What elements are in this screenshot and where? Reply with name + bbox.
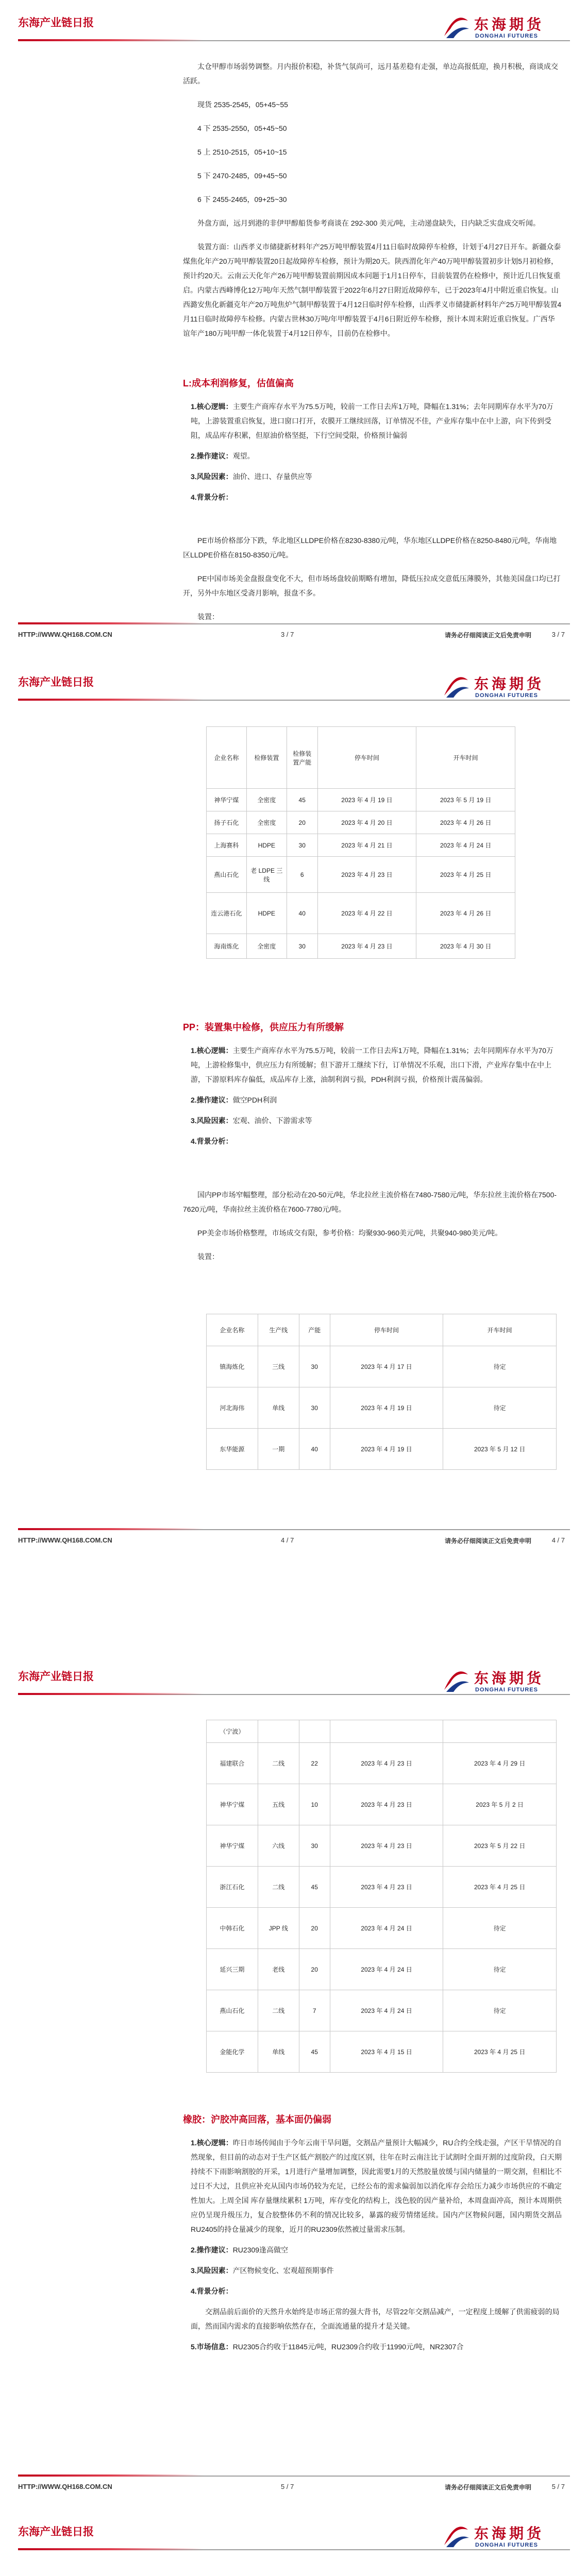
footer-disclaimer: 请务必仔细阅读正文后免责申明 [444, 632, 531, 639]
table-cell: 2023 年 4 月 21 日 [317, 834, 416, 857]
page-6 [0, 2509, 588, 2576]
table-cell: 2023 年 5 月 22 日 [443, 1825, 557, 1867]
table-header-cell: 停车时间 [330, 1314, 443, 1346]
table-row [207, 1720, 557, 1743]
table-cell: 连云港石化 [207, 893, 247, 934]
page-footer [0, 1529, 588, 1560]
table-cell: 全密度 [246, 811, 287, 834]
table-header-cell: 生产线 [258, 1314, 299, 1346]
footer-url[interactable]: HTTP://WWW.QH168.COM.CN [18, 2483, 112, 2490]
page-header [0, 2509, 588, 2566]
paragraph: PE中国市场美金盘报盘变化不大，但市场场盘较前期略有增加，降低压拉成交意低压薄膜外，其他美国盘口均已打开，另外中东地区受斋月影响，报盘不多。 [183, 574, 561, 597]
table-cell: 2023 年 4 月 24 日 [330, 1908, 443, 1949]
table-cell: 2023 年 4 月 26 日 [416, 893, 515, 934]
table-row [207, 1990, 557, 2031]
point-text: 主要生产商库存水平为75.5万吨，较前一工作日去库1万吨，降幅在1.31%；去年同期库存水平为70万吨，上游装置重启恢复，进口窗口打开，农膜开工继续回落，订单情况不佳，产业库存集中在中上游，向下传到受阻，成品库存积累，但原油价格坚挺，下行空间受限，价格预计偏弱 [191, 402, 553, 439]
table-cell: 2023 年 4 月 25 日 [443, 2031, 557, 2073]
point-label: 4.背景分析： [191, 493, 233, 501]
point-label: 3.风险因素： [191, 472, 233, 481]
point-label: 3.风险因素： [191, 1116, 233, 1125]
section-title-rubber: 橡胶：沪胶冲高回落，基本面仍偏弱 [183, 2114, 331, 2125]
table-header-cell: 企业名称 [207, 1314, 258, 1346]
table-cell: 2023 年 4 月 30 日 [416, 934, 515, 959]
table-cell: 福建联合 [207, 1743, 258, 1784]
table-header-cell: 检修装置产能 [287, 727, 317, 789]
rubber-points [191, 2136, 562, 2360]
table-cell: 老 LDPE 三线 [246, 857, 287, 893]
quote-line: 5 下 2470-2485，09+45~50 [197, 172, 287, 180]
pp-maintenance-table-continued [206, 1720, 557, 2073]
table-cell: 6 [287, 857, 317, 893]
page-header [0, 659, 588, 716]
header-divider [18, 40, 570, 41]
logo-emblem-icon [441, 673, 470, 700]
point-text: 昨日市场传闻由于今年云南干旱问题，交割品产量预计大幅减少，RU合约全线走强，产区干旱情况的自然现象，但目前的动态对于生产区低产割胶产的过度区别，往年在时云南注比于试割时全面开割的过度阶段，白天期持续不下雨影响割胶的开采，1月进行产量增加调整，因此需要1月的天然胶量放缓与国内储量的一期交割，但相比不过日不大过，且供应补充从国内市场仍较为充足，已经公布的需求偏弱加以消化库存会给压力减少市场供应的不确定性加大。上周全国 库存量继续累积 1万吨，库存变化的结构上，浅色胶的因产量补给，本周盘面冲高，预计本周期供应仍呈现升级压力，复合胶整体仍不利的情况比较多，暴露的疲劳情绪延续。国内产区物候问题，国内期货交割品RU2405的持仓量减少的现象，近月的RU2309依然被过量需求压制。 [191, 2139, 562, 2233]
table-cell: 2023 年 5 月 19 日 [416, 789, 515, 811]
point-label: 1.核心逻辑： [191, 402, 233, 411]
table-cell: 2023 年 4 月 24 日 [330, 1990, 443, 2031]
point-label: 2.操作建议： [191, 452, 233, 460]
table-cell: 海南炼化 [207, 934, 247, 959]
table-cell: 待定 [443, 1387, 557, 1429]
table-row [207, 934, 515, 959]
point-market [191, 2340, 562, 2354]
table-cell: 神华宁煤 [207, 1784, 258, 1825]
table-cell: 2023 年 4 月 26 日 [416, 811, 515, 834]
table-cell [299, 1720, 330, 1743]
table-cell: 20 [287, 811, 317, 834]
quote-line: 现货 2535-2545，05+45~55 [197, 100, 288, 109]
point-core [191, 1043, 562, 1087]
header-divider [18, 1694, 570, 1695]
table-row [207, 1949, 557, 1990]
paragraph: 外盘方面，远月到港的非伊甲醇船货参考商谈在 292-300 美元/吨，主动递盘缺失，日内缺乏实盘成交听闻。 [197, 219, 541, 227]
table-cell: 2023 年 4 月 23 日 [330, 1743, 443, 1784]
company-logo [441, 671, 560, 702]
table-cell: 东华能源 [207, 1429, 258, 1470]
table-cell: 神华宁煤 [207, 789, 247, 811]
table-cell: 2023 年 4 月 24 日 [416, 834, 515, 857]
table-cell: 2023 年 4 月 15 日 [330, 2031, 443, 2073]
table-cell: 45 [299, 1867, 330, 1908]
table-cell: 待定 [443, 1346, 557, 1387]
table-cell: 30 [287, 834, 317, 857]
report-title: 东海产业链日报 [18, 1671, 94, 1683]
point-bg-text: 交割品前后面价的天然升水始终是市场正常的强大背书，尽管22年交割品减产，一定程度上缓解了供需疲弱的局面，然而国内需求的直接影响依然存在，全面流通量的提升才是关键。 [191, 2308, 560, 2330]
table-cell: 延兴三期 [207, 1949, 258, 1990]
point-label: 3.风险因素： [191, 2266, 233, 2275]
table-cell: 浙江石化 [207, 1867, 258, 1908]
quote-line: 5 上 2510-2515，05+10~15 [197, 148, 287, 156]
table-cell: 7 [299, 1990, 330, 2031]
table-cell: 镇海炼化 [207, 1346, 258, 1387]
table-cell: 一期 [258, 1429, 299, 1470]
logo-subtext: DONGHAI FUTURES [475, 33, 538, 39]
table-row [207, 1743, 557, 1784]
point-label: 1.核心逻辑： [191, 2139, 233, 2147]
point-risk [191, 2263, 562, 2278]
table-cell: 2023 年 4 月 23 日 [330, 1867, 443, 1908]
table-cell: 2023 年 4 月 23 日 [330, 1784, 443, 1825]
page-footer [0, 2476, 588, 2506]
section-title-pp: PP：装置集中检修，供应压力有所缓解 [183, 1022, 344, 1032]
quote-line: 6 下 2455-2465，09+25~30 [197, 195, 287, 204]
table-cell: HDPE [246, 834, 287, 857]
table-row [207, 1429, 557, 1470]
page-number: 4 / 7 [281, 1536, 294, 1544]
table-cell: 30 [299, 1825, 330, 1867]
point-label: 2.操作建议： [191, 2246, 233, 2254]
table-cell: 10 [299, 1784, 330, 1825]
section-title-l: L:成本利润修复，估值偏高 [183, 378, 294, 388]
logo-emblem-icon [441, 1667, 470, 1694]
point-op [191, 2243, 562, 2257]
table-cell: 老线 [258, 1949, 299, 1990]
table-cell: 待定 [443, 1949, 557, 1990]
paragraph: 装置方面：山西孝义市储捷新材料年产25万吨甲醇装置4月11日临时故障停车检修，计划于4月27日开车。新疆众泰煤焦化年产20万吨甲醇装置20日起故障停车检修，预计为期20天。陕西渭化年产40万吨甲醇装置初步计划5月初检修，预计约20天。云南云天化年产26万吨甲醇装置前期因成本问题于1月1日停车，目前装置仍在检修中，预计近几日恢复重启。内蒙古西峰博化12万吨/年天然气制甲醇装置于2022年6月27日附近故障停车，已于2023年4月中附近重启恢复。山西潞安焦化新疆克年产20万吨焦炉气制甲醇装置于4月12日临时停车检修，山西孝义市储捷新材料年产25万吨甲醇装置4月11日临时故障停车检修。内蒙古世林30万吨/年甲醇装置于4月6日附近停车检修，预计本周末附近重启恢复。广西华谊年产180万吨甲醇一体化装置于4月12日停车，目前仍在检修中。 [183, 243, 562, 337]
page-header [0, 1654, 588, 1710]
table-row [207, 789, 515, 811]
point-risk [191, 1113, 562, 1128]
point-text: RU2305合约收于11845元/吨，RU2309合约收于11990元/吨，NR2307合 [232, 2343, 464, 2351]
point-core [191, 2136, 562, 2236]
report-title: 东海产业链日报 [18, 17, 94, 29]
table-cell: 2023 年 4 月 23 日 [330, 1825, 443, 1867]
table-cell: 中韩石化 [207, 1908, 258, 1949]
table-cell: 燕山石化 [207, 1990, 258, 2031]
table-row [207, 2031, 557, 2073]
table-cell: 二线 [258, 1990, 299, 2031]
logo-emblem-icon [441, 13, 470, 40]
table-cell: 二线 [258, 1867, 299, 1908]
point-label: 4.背景分析： [191, 1137, 233, 1145]
device-label: 装置： [197, 1252, 219, 1261]
point-core [191, 399, 562, 443]
paragraph [191, 2573, 569, 2576]
table-cell: 2023 年 4 月 19 日 [317, 789, 416, 811]
page-number-right: 3 / 7 [551, 631, 565, 638]
table-cell: 扬子石化 [207, 811, 247, 834]
table-cell [258, 1720, 299, 1743]
paragraph: 国内PP市场窄幅整理，部分松动在20-50元/吨，华北拉丝主流价格在7480-7580元/吨，华东拉丝主流价格在7500-7620元/吨，华南拉丝主流价格在7600-7780元/吨。 [183, 1191, 557, 1213]
pe-maintenance-table [206, 726, 515, 959]
point-bg [191, 2284, 562, 2298]
quote-line: 4 下 2535-2550，05+45~50 [197, 124, 287, 132]
table-cell: 二线 [258, 1743, 299, 1784]
logo-emblem-icon [441, 2522, 470, 2549]
table-cell: 金能化学 [207, 2031, 258, 2073]
table-cell: 待定 [443, 1990, 557, 2031]
point-op [191, 1093, 562, 1107]
table-cell: 待定 [443, 1908, 557, 1949]
point-text: 宏观、油价、下游需求等 [232, 1116, 312, 1125]
page-number: 3 / 7 [281, 631, 294, 638]
table-row [207, 893, 515, 934]
pp-maintenance-table [206, 1314, 557, 1470]
point-text: 主要生产商库存水平为75.5万吨，较前一工作日去库1万吨，降幅在1.31%；去年同期库存水平为70万吨，上游检修集中，供应压力有所缓解；但下游开工继续下行，订单情况不乐观，出口下滑，产业库存集中在中上游，下游原料库存偏低，成品库存上涨，油制利润亏损，PDH利润亏损，价格预计震荡偏弱。 [191, 1046, 553, 1083]
pp-points [191, 1043, 562, 1155]
table-row [207, 1387, 557, 1429]
header-divider [18, 2549, 570, 2550]
table-cell: 单线 [258, 2031, 299, 2073]
point-text: RU2309逢高做空 [232, 2246, 289, 2254]
table-cell: 30 [299, 1346, 330, 1387]
logo-text: 东海期货 [474, 16, 545, 33]
page-header [0, 0, 588, 57]
table-cell: 2023 年 4 月 23 日 [317, 857, 416, 893]
table-cell: 神华宁煤 [207, 1825, 258, 1867]
header-divider [18, 700, 570, 701]
table-cell: 2023 年 4 月 17 日 [330, 1346, 443, 1387]
pp-background [183, 1188, 562, 1273]
table-cell: 40 [299, 1429, 330, 1470]
table-header-cell: 停车时间 [317, 727, 416, 789]
logo-subtext: DONGHAI FUTURES [475, 692, 538, 699]
point-text: 产区物候变化、宏观超预期事件 [232, 2266, 334, 2275]
table-header-cell: 开车时间 [443, 1314, 557, 1346]
table-cell: 2023 年 4 月 20 日 [317, 811, 416, 834]
report-title: 东海产业链日报 [18, 676, 94, 688]
point-label: 5.市场信息： [191, 2343, 233, 2351]
point-risk [191, 469, 562, 484]
table-cell: 全密度 [246, 934, 287, 959]
table-cell: （宁波） [207, 1720, 258, 1743]
table-cell: 20 [299, 1908, 330, 1949]
point-text: 观望。 [232, 452, 255, 460]
table-cell: 2023 年 4 月 19 日 [330, 1387, 443, 1429]
table-cell: 2023 年 4 月 25 日 [443, 1867, 557, 1908]
table-cell: 五线 [258, 1784, 299, 1825]
methanol-text [183, 59, 562, 350]
point-op [191, 449, 562, 463]
paragraph: PP美金市场价格整理，市场成交有限，参考价格：均聚930-960美元/吨，共聚940-980美元/吨。 [197, 1229, 502, 1237]
company-logo [441, 11, 560, 42]
logo-text: 东海期货 [474, 2525, 545, 2542]
table-cell: 40 [287, 893, 317, 934]
table-cell: 六线 [258, 1825, 299, 1867]
point-label: 2.操作建议： [191, 1096, 233, 1104]
point-bg [191, 490, 562, 504]
company-logo [441, 2520, 560, 2551]
table-header-cell: 检修装置 [246, 727, 287, 789]
page-5 [0, 1654, 588, 2504]
table-row [207, 1825, 557, 1867]
footer-divider [18, 2476, 570, 2477]
table-row [207, 857, 515, 893]
table-cell: 河北海伟 [207, 1387, 258, 1429]
device-label: 装置： [197, 613, 219, 621]
table-cell: 45 [287, 789, 317, 811]
page-footer [0, 623, 588, 654]
table-cell: 上海赛科 [207, 834, 247, 857]
table-cell: 20 [299, 1949, 330, 1990]
table-cell: HDPE [246, 893, 287, 934]
table-cell [443, 1720, 557, 1743]
point-label: 4.背景分析： [191, 2287, 233, 2295]
table-cell: 燕山石化 [207, 857, 247, 893]
table-cell: 45 [299, 2031, 330, 2073]
footer-url[interactable]: HTTP://WWW.QH168.COM.CN [18, 1536, 112, 1544]
footer-disclaimer: 请务必仔细阅读正文后免责申明 [444, 2484, 531, 2491]
table-row [207, 1346, 557, 1387]
table-cell: 2023 年 5 月 2 日 [443, 1784, 557, 1825]
table-cell: 全密度 [246, 789, 287, 811]
table-header-cell: 开车时间 [416, 727, 515, 789]
footer-url[interactable]: HTTP://WWW.QH168.COM.CN [18, 631, 112, 638]
company-logo [441, 1665, 560, 1696]
logo-text: 东海期货 [474, 675, 545, 692]
table-cell: 2023 年 4 月 29 日 [443, 1743, 557, 1784]
l-points [191, 399, 562, 511]
page-3 [0, 0, 588, 650]
table-header-cell: 产能 [299, 1314, 330, 1346]
footer-divider [18, 1529, 570, 1530]
logo-text: 东海期货 [474, 1670, 545, 1687]
table-cell: 单线 [258, 1387, 299, 1429]
point-text: 油价、进口、存量供应等 [232, 472, 312, 481]
page-number-right: 4 / 7 [551, 1536, 565, 1544]
table-cell: 三线 [258, 1346, 299, 1387]
table-header-row [207, 727, 515, 789]
table-cell: JPP 线 [258, 1908, 299, 1949]
table-cell [330, 1720, 443, 1743]
table-cell: 2023 年 4 月 19 日 [330, 1429, 443, 1470]
table-cell: 30 [299, 1387, 330, 1429]
footer-divider [18, 623, 570, 624]
table-cell: 2023 年 5 月 12 日 [443, 1429, 557, 1470]
table-row [207, 1908, 557, 1949]
page-4 [0, 659, 588, 1649]
report-title: 东海产业链日报 [18, 2526, 94, 2538]
table-cell: 2023 年 4 月 22 日 [317, 893, 416, 934]
table-cell: 30 [287, 934, 317, 959]
paragraph: 太仓甲醇市场弱势调整。月内报价积稳，补货气氛尚可，远月基差稳有走强，单边高报低迎，换月积极，商谈成交活跃。 [183, 62, 558, 85]
l-background [183, 533, 562, 633]
paragraph: PE市场价格部分下跌，华北地区LLDPE价格在8230-8380元/吨，华东地区LLDPE价格在8250-8480元/吨，华南地区LLDPE价格在8150-8350元/吨。 [183, 536, 557, 559]
logo-subtext: DONGHAI FUTURES [475, 1687, 538, 1693]
rubber-continued [191, 2573, 569, 2576]
logo-subtext: DONGHAI FUTURES [475, 2542, 538, 2548]
footer-disclaimer: 请务必仔细阅读正文后免责申明 [444, 1537, 531, 1545]
table-cell: 2023 年 4 月 24 日 [330, 1949, 443, 1990]
table-cell: 22 [299, 1743, 330, 1784]
point-text: 做空PDH利润 [232, 1096, 277, 1104]
table-cell: 2023 年 4 月 23 日 [317, 934, 416, 959]
page-number: 5 / 7 [281, 2483, 294, 2490]
table-row [207, 834, 515, 857]
table-row [207, 1867, 557, 1908]
table-row [207, 1784, 557, 1825]
table-row [207, 811, 515, 834]
page-number-right: 5 / 7 [551, 2483, 565, 2490]
table-header-cell: 企业名称 [207, 727, 247, 789]
point-bg [191, 1134, 562, 1148]
point-label: 1.核心逻辑： [191, 1046, 233, 1055]
table-cell: 2023 年 4 月 25 日 [416, 857, 515, 893]
table-header-row [207, 1314, 557, 1346]
